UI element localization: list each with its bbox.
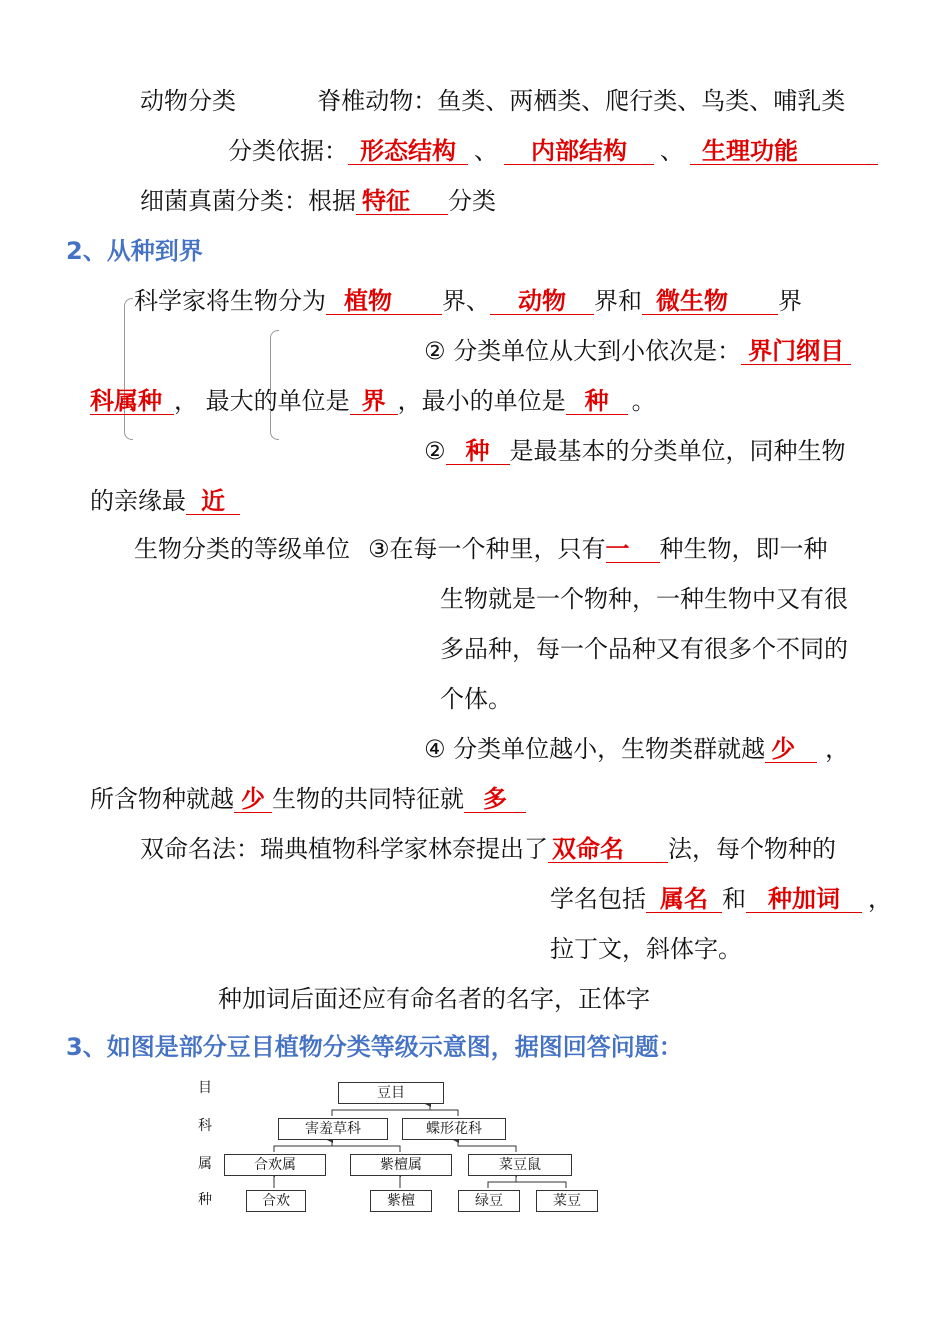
text-fragment: 科学家将生物分为 bbox=[134, 287, 326, 315]
separator: 、 bbox=[474, 137, 498, 165]
rank-label: 属 bbox=[198, 1156, 212, 1172]
text-fragment: 的亲缘最 bbox=[90, 487, 186, 515]
text-line bbox=[134, 286, 802, 316]
answer-blank: 特征 bbox=[356, 188, 448, 215]
answer-blank: 界 bbox=[350, 388, 398, 415]
text-fragment: ， bbox=[825, 735, 850, 763]
separator: 、 bbox=[660, 137, 684, 165]
classification-tree-diagram bbox=[190, 1072, 610, 1222]
label-animal-classification: 动物分类 bbox=[140, 87, 236, 115]
genus-box: 合欢属 bbox=[224, 1154, 326, 1176]
left-brace bbox=[270, 330, 279, 440]
rank-label: 科 bbox=[198, 1118, 212, 1134]
text-fragment: 种生物，即一种 bbox=[659, 535, 828, 563]
answer-blank: 近 bbox=[186, 488, 240, 515]
text-fragment: 和 bbox=[722, 885, 746, 913]
text-fragment: ② 分类单位从大到小依次是： bbox=[424, 337, 742, 365]
genus-box: 紫檀属 bbox=[350, 1154, 452, 1176]
species-box: 菜豆 bbox=[536, 1190, 598, 1212]
text-fragment: 。 bbox=[631, 387, 656, 415]
answer-blank: 植物 bbox=[326, 288, 442, 315]
text-line: 多品种，每一个品种又有很多个不同的 bbox=[440, 635, 848, 663]
text-fragment: 界 bbox=[778, 287, 802, 315]
rank-label: 目 bbox=[198, 1080, 212, 1096]
rank-label: 种 bbox=[198, 1192, 212, 1208]
text-line bbox=[140, 834, 836, 864]
text-fragment: ③在每一个种里，只有 bbox=[368, 535, 606, 563]
text-fragment: ，最小的单位是 bbox=[397, 387, 566, 415]
genus-box: 菜豆鼠 bbox=[468, 1154, 572, 1176]
text-line: 拉丁文，斜体字。 bbox=[550, 935, 742, 963]
text-line: 种加词后面还应有命名者的名字，正体字 bbox=[218, 985, 650, 1013]
text-line bbox=[140, 186, 496, 216]
label-basis: 分类依据： bbox=[228, 137, 348, 165]
order-box: 豆目 bbox=[338, 1082, 444, 1104]
text-line bbox=[424, 336, 851, 366]
text-fragment: 分类 bbox=[448, 187, 496, 215]
text-fragment: ， 最大的单位是 bbox=[174, 387, 350, 415]
label-classification-units: 生物分类的等级单位 bbox=[134, 535, 350, 563]
answer-blank: 少 bbox=[765, 736, 817, 763]
answer-blank: 科属种 bbox=[90, 388, 174, 415]
text-fragment: 双命名法：瑞典植物科学家林奈提出了 bbox=[140, 835, 548, 863]
answer-blank: 种加词 bbox=[746, 886, 862, 913]
answer-blank: 双命名 bbox=[548, 836, 668, 863]
text-line bbox=[424, 734, 849, 764]
text-line: 个体。 bbox=[440, 685, 512, 713]
text-line: 生物就是一个物种，一种生物中又有很 bbox=[440, 585, 848, 613]
answer-blank: 动物 bbox=[490, 288, 594, 315]
answer-blank: 微生物 bbox=[642, 288, 778, 315]
species-box: 合欢 bbox=[246, 1190, 306, 1212]
text-fragment: 所含物种就越 bbox=[90, 785, 234, 813]
answer-blank: 形态结构 bbox=[348, 138, 468, 165]
text-fragment: ④ 分类单位越小，生物类群就越 bbox=[424, 735, 766, 763]
label-fungi-classification: 细菌真菌分类：根据 bbox=[140, 187, 356, 215]
answer-blank: 少 bbox=[234, 786, 272, 813]
family-box: 蝶形花科 bbox=[402, 1118, 506, 1140]
answer-blank: 属名 bbox=[646, 886, 722, 913]
left-brace bbox=[124, 298, 133, 440]
section-heading: 2、从种到界 bbox=[66, 237, 203, 265]
text-line bbox=[228, 136, 878, 166]
text-line bbox=[90, 784, 526, 814]
text-line bbox=[90, 386, 656, 416]
answer-blank: 内部结构 bbox=[504, 138, 654, 165]
text-fragment: 法，每个物种的 bbox=[668, 835, 836, 863]
text-fragment: 学名包括 bbox=[550, 885, 646, 913]
section-heading: 3、如图是部分豆目植物分类等级示意图，据图回答问题： bbox=[66, 1033, 683, 1061]
answer-blank: 多 bbox=[464, 786, 526, 813]
answer-blank: 一 bbox=[606, 536, 660, 563]
answer-blank: 种 bbox=[446, 438, 510, 465]
text-fragment: 是最基本的分类单位，同种生物 bbox=[509, 437, 846, 465]
family-box: 害羞草科 bbox=[278, 1118, 388, 1140]
text-fragment: 界和 bbox=[594, 287, 642, 315]
text-fragment: ② bbox=[424, 437, 446, 465]
text-line bbox=[140, 86, 845, 116]
text-line bbox=[134, 534, 828, 564]
species-box: 紫檀 bbox=[370, 1190, 432, 1212]
answer-blank: 生理功能 bbox=[690, 138, 878, 165]
text-line bbox=[424, 436, 846, 466]
answer-blank: 种 bbox=[566, 388, 628, 415]
vertebrate-text: 脊椎动物：鱼类、两栖类、爬行类、鸟类、哺乳类 bbox=[317, 87, 846, 115]
text-fragment: 生物的共同特征就 bbox=[272, 785, 464, 813]
text-fragment: 界、 bbox=[442, 287, 490, 315]
species-box: 绿豆 bbox=[458, 1190, 520, 1212]
text-line bbox=[550, 884, 892, 914]
text-line bbox=[90, 486, 240, 516]
answer-blank: 界门纲目 bbox=[741, 338, 851, 365]
text-fragment: ， bbox=[868, 885, 892, 913]
